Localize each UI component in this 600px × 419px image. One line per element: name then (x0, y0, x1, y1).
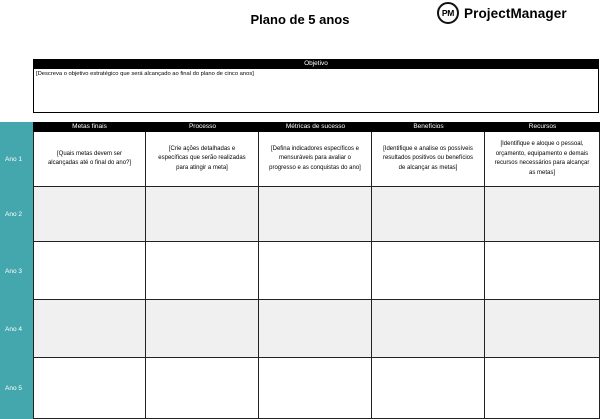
table-cell[interactable]: [Identifique e analise os possíveis resultados positivos ou benefícios de alcançar as metas] (372, 132, 485, 187)
table-cell[interactable] (146, 187, 259, 242)
table-cell[interactable] (372, 358, 485, 419)
table-cell[interactable] (372, 187, 485, 242)
table-cell[interactable] (146, 358, 259, 419)
row-label-year-4: Ano 4 (0, 300, 33, 358)
table-cell[interactable] (33, 242, 146, 300)
column-header: Processo (146, 122, 259, 132)
table-cell[interactable]: [Crie ações detalhadas e específicas que serão realizadas para atingir a meta] (146, 132, 259, 187)
table-cell[interactable] (33, 187, 146, 242)
table-cell[interactable] (259, 242, 372, 300)
table-cell[interactable]: [Defina indicadores específicos e mensuráveis para avaliar o progresso e as conquistas do ano] (259, 132, 372, 187)
column-header: Recursos (485, 122, 600, 132)
table-cell[interactable] (146, 300, 259, 358)
brand-logo (437, 2, 567, 24)
row-label-year-1: Ano 1 (0, 132, 33, 187)
table-cell[interactable] (485, 300, 600, 358)
brand-name: ProjectManager (464, 5, 567, 21)
table-cell[interactable] (485, 242, 600, 300)
table-cell[interactable] (259, 300, 372, 358)
column-header: Benefícios (372, 122, 485, 132)
table-cell[interactable] (372, 242, 485, 300)
table-cell[interactable] (146, 242, 259, 300)
objective-section (33, 59, 599, 113)
row-label-year-3: Ano 3 (0, 242, 33, 300)
five-year-plan-table (0, 122, 600, 419)
objective-header: Objetivo (33, 59, 599, 69)
table-cell[interactable] (372, 300, 485, 358)
column-header: Metas finais (33, 122, 146, 132)
table-cell[interactable] (485, 358, 600, 419)
objective-field[interactable]: [Descreva o objetivo estratégico que será alcançado ao final do plano de cinco anos] (33, 69, 599, 113)
table-cell[interactable] (485, 187, 600, 242)
table-cell[interactable] (259, 187, 372, 242)
pm-logo-icon: PM (437, 2, 459, 24)
table-cell[interactable] (33, 358, 146, 419)
column-header: Métricas de sucesso (259, 122, 372, 132)
table-cell[interactable] (259, 358, 372, 419)
table-cell[interactable] (33, 300, 146, 358)
row-label-year-2: Ano 2 (0, 187, 33, 242)
row-label-year-5: Ano 5 (0, 358, 33, 419)
page-title: Plano de 5 anos (250, 12, 350, 27)
table-cell[interactable]: [Quais metas devem ser alcançadas até o final do ano?] (33, 132, 146, 187)
table-cell[interactable]: [Identifique e aloque o pessoal, orçamento, equipamento e demais recursos necessários para alcançar as metas] (485, 132, 600, 187)
header-corner (0, 122, 33, 132)
